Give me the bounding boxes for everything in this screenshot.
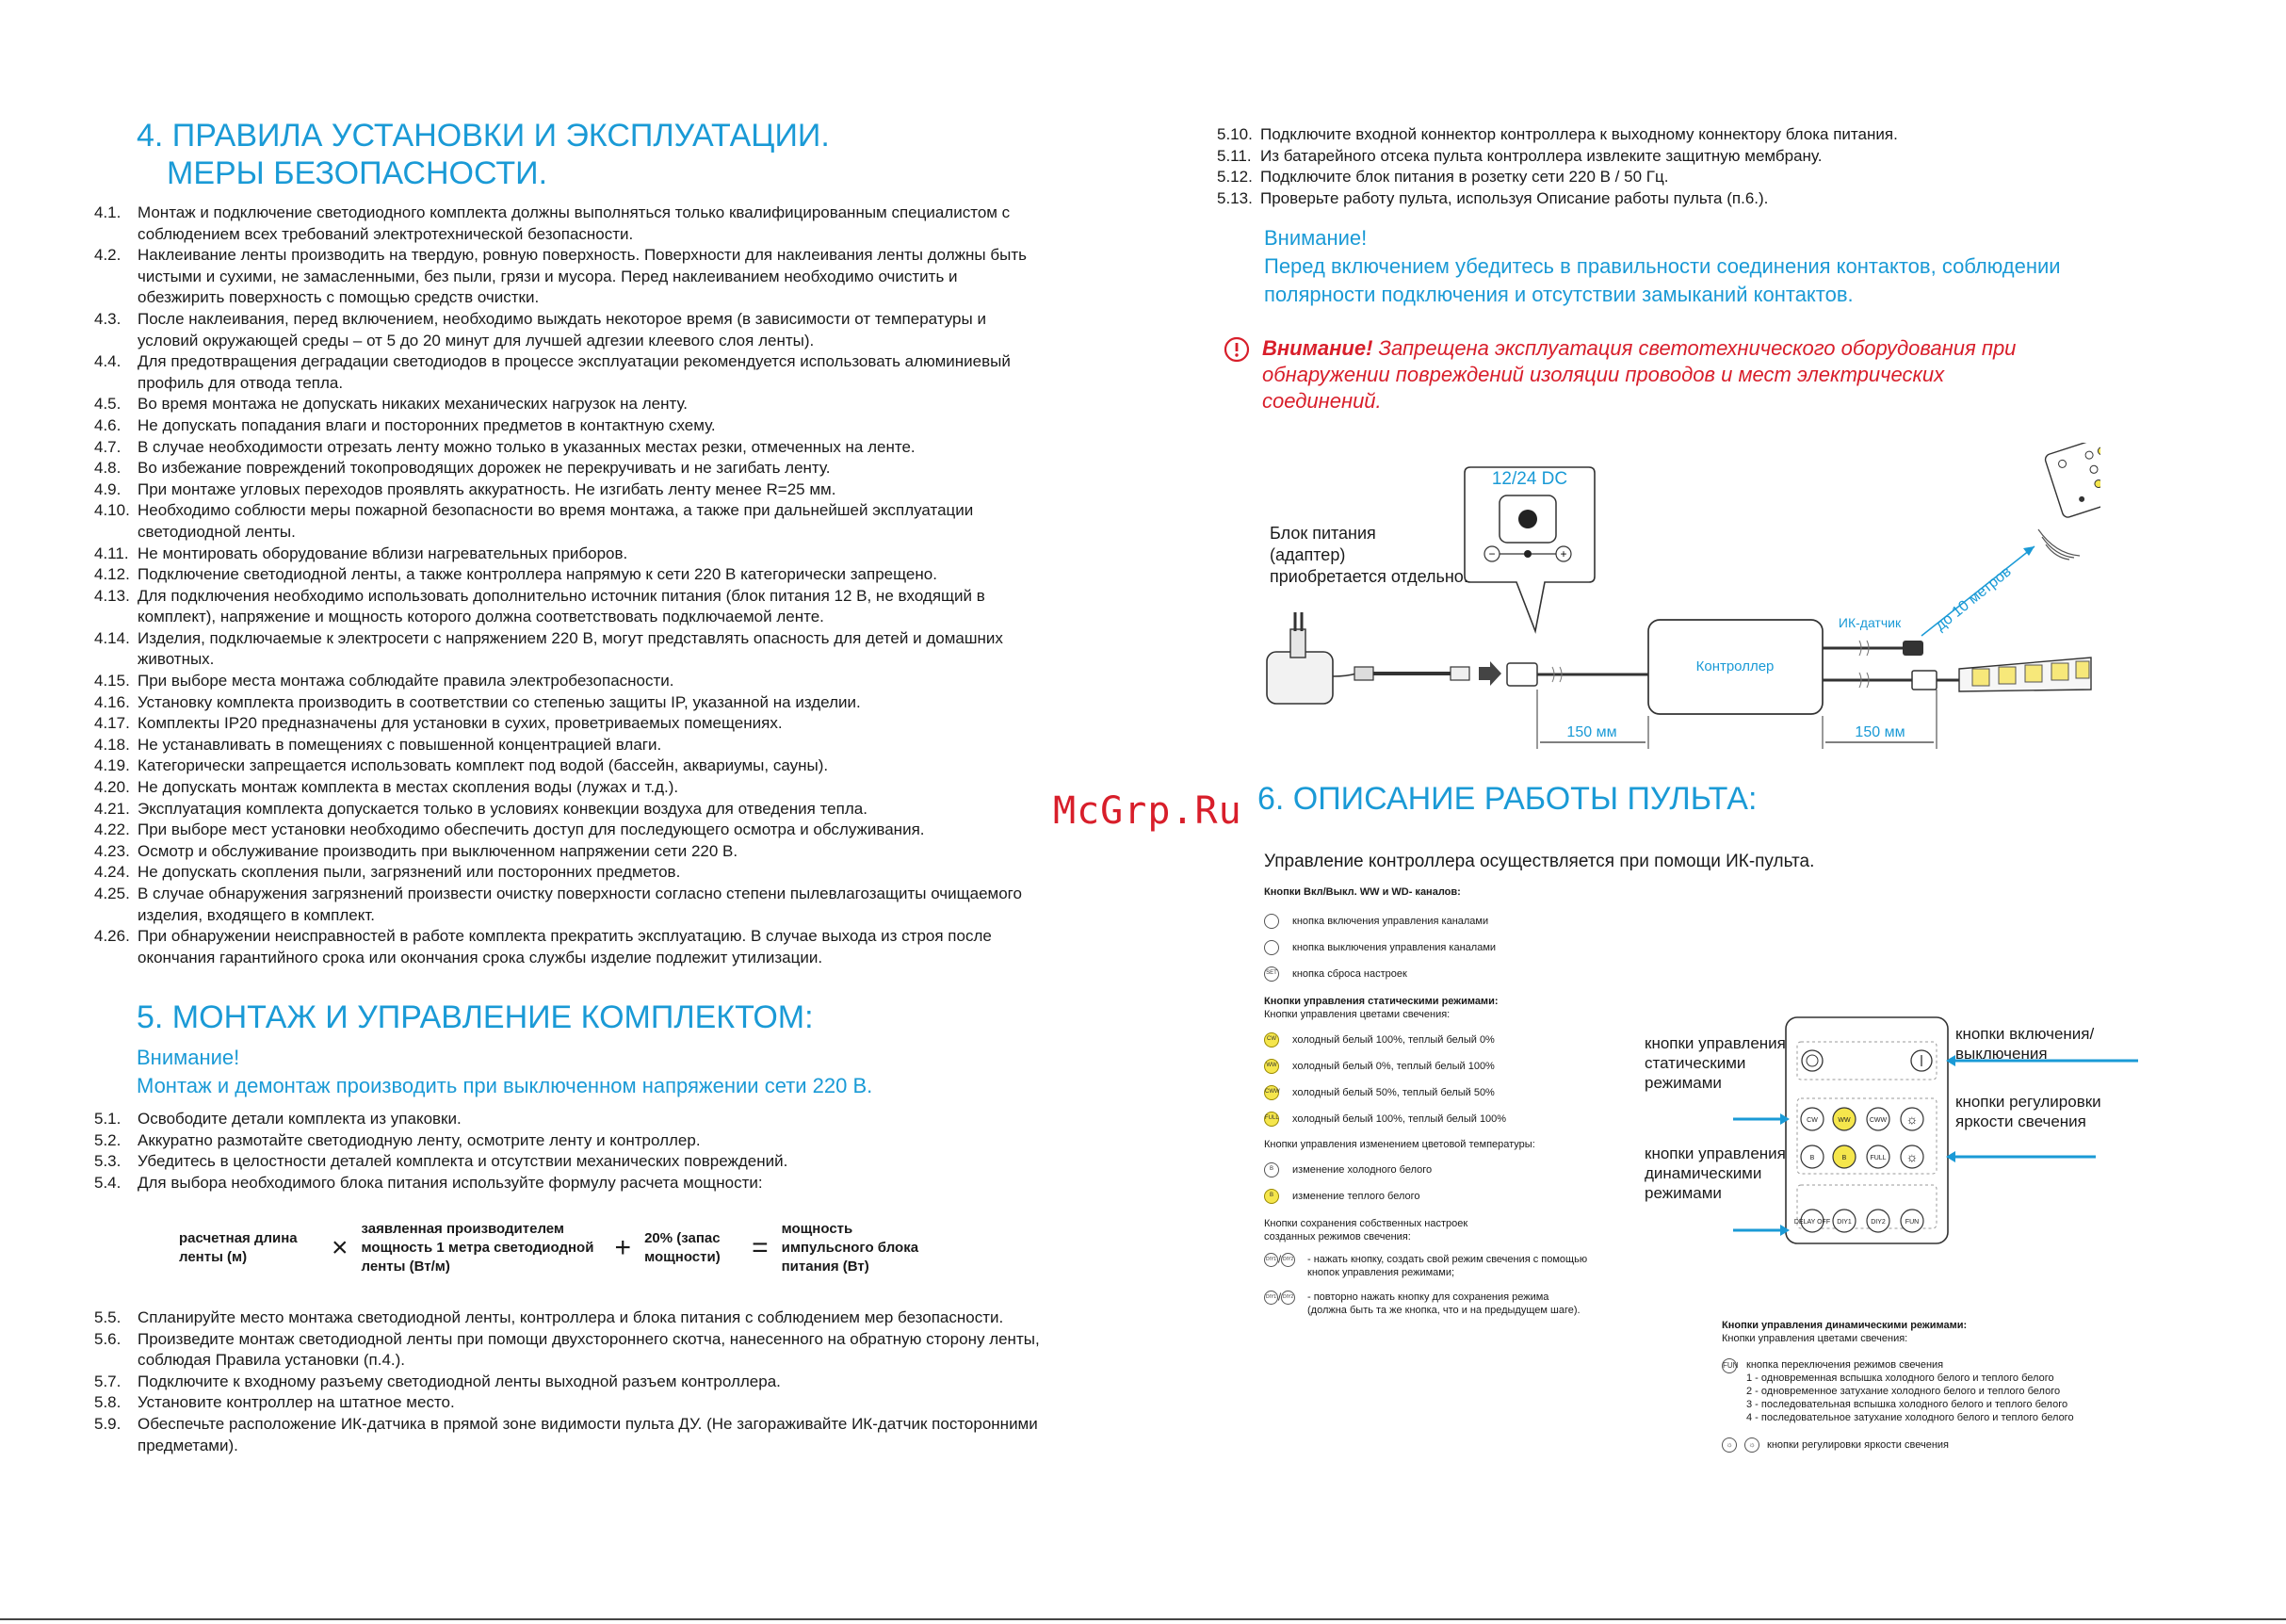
save-row (1264, 1291, 1660, 1317)
range-label: до 10 метров (1932, 563, 2015, 635)
temp-button-icon: B (1264, 1189, 1279, 1204)
static-text: холодный белый 100%, теплый белый 0% (1292, 1034, 1495, 1046)
onoff-heading: Кнопки Вкл/Выкл. WW и WD- каналов: (1264, 886, 1461, 898)
step-item-number: 5.13. (1217, 188, 1253, 207)
rule-item (94, 351, 1046, 394)
step-item (94, 1151, 1046, 1173)
onoff-row (1264, 961, 1660, 987)
rule-item-text: Не допускать монтаж комплекта в местах скопления воды (лужах и т.д.). (138, 778, 679, 797)
rule-item-number: 4.14. (94, 628, 130, 647)
temp-row (1264, 1157, 1660, 1183)
rule-item-text: Не монтировать оборудование вблизи нагревательных приборов. (138, 544, 628, 562)
formula-reserve: 20% (запас мощности) (644, 1230, 721, 1265)
ir-label: ИК-датчик (1838, 615, 1902, 630)
rule-item (94, 777, 1046, 799)
sun-icon: ☼ (1905, 1149, 1919, 1164)
rule-item (94, 586, 1046, 628)
temp-button-icon: B (1264, 1162, 1279, 1177)
remote-button-label: CW (1807, 1117, 1818, 1124)
static-row (1264, 1106, 1660, 1132)
danger-warning-body: Запрещена эксплуатация светотехнического оборудования при обнаружении повреждений изоляции проводов и мест электрических соединений. (1262, 336, 2017, 413)
rule-item (94, 628, 1046, 671)
remote-legend (1264, 885, 1660, 1328)
step-item (94, 1329, 1046, 1372)
step-item-number: 5.1. (94, 1110, 122, 1128)
diy-icon: DIY1 (1264, 1253, 1278, 1267)
rule-item-text: Для подключения необходимо использовать дополнительно источник питания (блок питания 12 В, не входящий в комплект), напряжение и мощность которого должна соответствовать подключаемой ленте. (138, 586, 985, 626)
rule-item (94, 735, 1046, 756)
step-item (94, 1372, 1046, 1393)
rule-item (94, 564, 1046, 586)
static-button-icon: CW (1264, 1032, 1279, 1047)
brightness-text: кнопки регулировки яркости свечения (1767, 1439, 1949, 1451)
dynamic-mode-item: 1 - одновременная вспышка холодного белого и теплого белого (1746, 1372, 2054, 1384)
ir-sensor (1903, 641, 1923, 656)
rule-item (94, 437, 1046, 459)
step-item-text: Подключите входной коннектор контроллера к выходному коннектору блока питания. (1260, 125, 1898, 143)
step-item-number: 5.3. (94, 1152, 122, 1171)
static-button-icon: WW (1264, 1059, 1279, 1074)
dynamic-mode-item: 3 - последовательная вспышка холодного белого и теплого белого (1746, 1399, 2068, 1410)
step-item-number: 5.8. (94, 1393, 122, 1412)
step-item (1217, 146, 2112, 168)
rule-item-text: Изделия, подключаемые к электросети с напряжением 220 В, могут представлять опасность для детей и домашних животных. (138, 628, 1003, 669)
rule-item (94, 671, 1046, 692)
section-5-list-a (94, 1109, 1046, 1194)
remote-button-label: FUN (1905, 1219, 1920, 1226)
onoff-text: кнопка выключения управления каналами (1292, 942, 1497, 953)
rule-item-number: 4.11. (94, 544, 129, 562)
rule-item (94, 245, 1046, 309)
rule-item-number: 4.16. (94, 692, 130, 711)
rule-item-text: Комплекты IP20 предназначены для установки в сухих, проветриваемых помещениях. (138, 714, 783, 733)
rule-item (94, 544, 1046, 565)
rule-item-number: 4.5. (94, 395, 122, 414)
static-row (1264, 1053, 1660, 1080)
attention-2 (1264, 224, 2074, 309)
temp-list (1264, 1157, 1660, 1210)
dynamic-mode-item: 2 - одновременное затухание холодного белого и теплого белого (1746, 1386, 2061, 1397)
step-item-text: Проверьте работу пульта, используя Описание работы пульта (п.6.). (1260, 188, 1769, 207)
static-button-icon: CWW (1264, 1085, 1279, 1100)
static-heading: Кнопки управления статическими режимами: (1264, 996, 1499, 1007)
temp-heading: Кнопки управления изменением цветовой температуры: (1264, 1139, 1535, 1150)
psu-label: Блок питания (адаптер) приобретается отдельно. (1270, 524, 1468, 586)
formula-result: мощность импульсного блока питания (Вт) (781, 1221, 919, 1275)
attention-text: Монтаж и демонтаж производить при выключенном напряжении сети 220 В. (137, 1074, 873, 1097)
minus-sign: − (1488, 547, 1496, 560)
rule-item-number: 4.7. (94, 437, 122, 456)
save-list (1264, 1253, 1660, 1317)
section-5-attention (137, 1044, 984, 1100)
rule-item-number: 4.3. (94, 309, 122, 328)
sun-icon: ☼ (1905, 1112, 1919, 1127)
dc-socket-hole (1518, 510, 1537, 528)
remote-button-label: DELAY OFF (1793, 1219, 1831, 1226)
step-item-text: Установите контроллер на штатное место. (138, 1393, 455, 1412)
rule-item-number: 4.20. (94, 778, 130, 797)
step-item-text: Спланируйте место монтажа светодиодной ленты, контроллера и блока питания с соблюдением мер безопасности. (138, 1308, 1004, 1326)
dynamic-mode-item: 4 - последовательное затухание холодного белого и теплого белого (1746, 1412, 2074, 1423)
danger-warning (1223, 335, 2070, 414)
danger-warning-bold: Внимание! (1262, 336, 1373, 360)
save-text: - нажать кнопку, создать свой режим свечения с помощью кнопок управления режимами; (1307, 1254, 1588, 1278)
step-item (94, 1307, 1046, 1329)
rule-item-text: Категорически запрещается использовать комплект под водой (бассейн, аквариумы, сауны). (138, 756, 829, 775)
rule-item-number: 4.12. (94, 565, 130, 584)
remote-button-label: DIY1 (1837, 1219, 1852, 1226)
bottom-rule (0, 1618, 2286, 1620)
section-6-intro: Управление контроллера осуществляется при помощи ИК-пульта. (1264, 852, 1815, 871)
rule-item-number: 4.10. (94, 501, 130, 520)
step-item-text: Освободите детали комплекта из упаковки. (138, 1110, 462, 1128)
rule-item (94, 394, 1046, 415)
rule-item-number: 4.21. (94, 799, 130, 818)
rule-item-number: 4.13. (94, 586, 130, 605)
step-item-number: 5.4. (94, 1173, 122, 1192)
remote-button-label: DIY2 (1871, 1219, 1886, 1226)
rule-item-text: В случае обнаружения загрязнений произвести очистку поверхности согласно степени пылевлагозащиты очищаемого изделия, входящего в комплект. (138, 885, 1022, 924)
onoff-button-icon (1264, 914, 1279, 929)
length-1-label: 150 мм (1566, 724, 1617, 740)
socket-callout-bubble (1465, 467, 1595, 631)
rule-item (94, 926, 1046, 968)
onoff-button-icon: SET (1264, 966, 1279, 982)
step-item-number: 5.10. (1217, 125, 1253, 143)
rule-item-text: Необходимо соблюсти меры пожарной безопасности во время монтажа, а также при дальнейшей эксплуатации светодиодной ленты. (138, 501, 974, 541)
rule-item-text: Во избежание повреждений токопроводящих дорожек не перекручивать и не загибать ленту. (138, 459, 831, 478)
step-item-text: Убедитесь в целостности деталей комплекта и отсутствии механических повреждений. (138, 1152, 788, 1171)
diy-icon: DIY2 (1281, 1253, 1295, 1267)
dynamic-legend (1722, 1319, 2146, 1453)
watermark: McGrp.Ru (1053, 789, 1242, 833)
rule-item-number: 4.4. (94, 352, 122, 371)
small-remote (2044, 443, 2100, 519)
rule-item-number: 4.22. (94, 820, 130, 839)
dynamic-heading: Кнопки управления динамическими режимами: (1722, 1320, 1968, 1331)
section-5-list-b (94, 1307, 1046, 1456)
callout-brightness: кнопки регулировки яркости свечения (1955, 1093, 2101, 1130)
section-4-title-line2: МЕРЫ БЕЗОПАСНОСТИ. (167, 155, 548, 191)
save-icons: DIY1 / DIY2 (1265, 1291, 1294, 1304)
step-item-text: Аккуратно размотайте светодиодную ленту, осмотрите ленту и контроллер. (138, 1130, 701, 1149)
rule-item-number: 4.18. (94, 735, 130, 754)
rule-item-number: 4.26. (94, 927, 130, 946)
save-icons: DIY1 / DIY2 (1265, 1254, 1294, 1266)
onoff-row (1264, 934, 1660, 961)
rule-item-text: Осмотр и обслуживание производить при выключенном напряжении сети 220 В. (138, 841, 738, 860)
rule-item (94, 799, 1046, 820)
rule-item-text: При монтаже угловых переходов проявлять аккуратность. Не изгибать ленту менее R=25 мм. (138, 479, 836, 498)
rule-item-number: 4.24. (94, 863, 130, 882)
exclamation-circle-icon (1223, 335, 1251, 364)
section-4-title (137, 117, 830, 192)
rule-item (94, 500, 1046, 543)
step-item-number: 5.2. (94, 1130, 122, 1149)
step-item-number: 5.5. (94, 1308, 122, 1326)
save-text: - повторно нажать кнопку для сохранения режима (должна быть та же кнопка, что и на предыдущем шаге). (1307, 1291, 1581, 1316)
rule-item (94, 203, 1046, 245)
step-item (94, 1173, 1046, 1194)
remote-button-label: WW (1838, 1117, 1851, 1124)
attention-2-text: Перед включением убедитесь в правильности соединения контактов, соблюдении полярности подключения и отсутствии замыканий контактов. (1264, 254, 2061, 306)
static-text: холодный белый 100%, теплый белый 100% (1292, 1113, 1507, 1125)
danger-warning-text (1262, 335, 2053, 414)
dc-label: 12/24 DC (1491, 469, 1568, 489)
rule-item (94, 479, 1046, 501)
step-item-text: Подключите к входному разъему светодиодной ленты выходной разъем контроллера. (138, 1372, 781, 1390)
rule-item-text: При выборе места монтажа соблюдайте правила электробезопасности. (138, 672, 674, 690)
formula-times: × (332, 1232, 349, 1263)
callout-dynamic: кнопки управления динамическими режимами (1645, 1145, 1786, 1202)
rule-item-number: 4.6. (94, 415, 122, 434)
rule-item-number: 4.15. (94, 672, 130, 690)
rule-item (94, 458, 1046, 479)
power-formula (179, 1220, 989, 1276)
step-item-number: 5.7. (94, 1372, 122, 1390)
dynamic-list (1746, 1358, 2074, 1424)
onoff-text: кнопка включения управления каналами (1292, 916, 1489, 927)
led-strip (1959, 658, 2091, 691)
static-text: холодный белый 50%, теплый белый 50% (1292, 1087, 1495, 1098)
rule-item (94, 713, 1046, 735)
section-5-title: 5. МОНТАЖ И УПРАВЛЕНИЕ КОМПЛЕКТОМ: (137, 999, 814, 1035)
step-item-text: Произведите монтаж светодиодной ленты при помощи двухстороннего скотча, нанесенного на обратную сторону ленты, соблюдая Правила установки (п.4.). (138, 1329, 1040, 1370)
onoff-text: кнопка сброса настроек (1292, 968, 1407, 980)
onoff-list (1264, 908, 1660, 987)
dynamic-mode-item: кнопка переключения режимов свечения (1746, 1359, 1944, 1371)
step-item (94, 1392, 1046, 1414)
diy-icon: DIY2 (1281, 1291, 1295, 1305)
static-row (1264, 1080, 1660, 1106)
diy-icon: DIY1 (1264, 1291, 1278, 1305)
connection-diagram (1253, 443, 2100, 763)
formula-power-per-meter: заявленная производителем мощность 1 метра светодиодной ленты (Вт/м) (361, 1221, 594, 1275)
formula-equals: = (752, 1232, 769, 1263)
controller-input-connector (1507, 663, 1537, 686)
step-item-number: 5.9. (94, 1414, 122, 1433)
static-text: холодный белый 0%, теплый белый 100% (1292, 1061, 1495, 1072)
rule-item-text: При выборе мест установки необходимо обеспечить доступ для последующего осмотра и обслуживания. (138, 820, 925, 839)
step-item (1217, 167, 2112, 188)
rule-item (94, 692, 1046, 714)
section-4-list (94, 203, 1046, 968)
temp-text: изменение теплого белого (1292, 1191, 1420, 1202)
rule-item-text: В случае необходимости отрезать ленту можно только в указанных местах резки, отмеченных на ленте. (138, 437, 916, 456)
rule-item (94, 820, 1046, 841)
connect-arrow-icon (1479, 661, 1501, 686)
step-item (1217, 188, 2112, 210)
step-item (94, 1109, 1046, 1130)
rule-item (94, 862, 1046, 884)
dynamic-subheading: Кнопки управления цветами свечения: (1722, 1333, 1908, 1344)
rule-item (94, 884, 1046, 926)
rule-item-text: После наклеивания, перед включением, необходимо выждать некоторое время (в зависимости от температуры и условий окружающей среды – от 5 до 20 минут для лучшей адгезии клеевого слоя ленты). (138, 309, 986, 349)
section-5-list-c (1217, 124, 2112, 209)
step-item-text: Из батарейного отсека пульта контроллера извлеките защитную мембрану. (1260, 146, 1823, 165)
big-remote-diagram (1639, 1015, 2148, 1251)
step-item (94, 1130, 1046, 1152)
rule-item (94, 841, 1046, 863)
attention-2-label: Внимание! (1264, 226, 1368, 250)
rule-item-text: Не устанавливать в помещениях с повышенной концентрацией влаги. (138, 735, 662, 754)
rule-item-number: 4.25. (94, 885, 130, 902)
step-item (1217, 124, 2112, 146)
brightness-legend (1722, 1437, 2146, 1453)
plus-sign: + (1560, 547, 1567, 560)
rule-item-text: Наклеивание ленты производить на твердую, ровную поверхность. Поверхности для наклеивания ленты должны быть чистыми и сухими, не замасленными, без пыли, грязи и мусора. Перед наклеиванием необходимо очистить и обезжирить поверхность с помощью средств очистки. (138, 246, 1027, 307)
attention-label: Внимание! (137, 1046, 240, 1069)
step-item-text: Для выбора необходимого блока питания используйте формулу расчета мощности: (138, 1173, 763, 1192)
step-item-text: Обеспечьте расположение ИК-датчика в прямой зоне видимости пульта ДУ. (Не загораживайте ИК-датчик посторонними предметами). (138, 1414, 1038, 1454)
formula-plus: + (614, 1232, 632, 1263)
temp-row (1264, 1183, 1660, 1210)
rule-item-text: Установку комплекта производить в соответствии со степенью защиты IP, указанной на изделии. (138, 692, 861, 711)
static-list (1264, 1027, 1660, 1132)
rule-item (94, 415, 1046, 437)
rule-item-number: 4.1. (94, 203, 122, 221)
section-4-title-line1: 4. ПРАВИЛА УСТАНОВКИ И ЭКСПЛУАТАЦИИ. (137, 118, 830, 154)
rule-item (94, 309, 1046, 351)
brightness-down-icon: ☼ (1744, 1437, 1759, 1453)
rule-item-text: Не допускать попадания влаги и посторонних предметов в контактную схему. (138, 415, 716, 434)
remote-button-label: B (1841, 1155, 1847, 1161)
onoff-row (1264, 908, 1660, 934)
rule-item (94, 755, 1046, 777)
rule-item-text: Монтаж и подключение светодиодного комплекта должны выполняться только квалифицированным специалистом с соблюдением всех требований электротехнической безопасности. (138, 203, 1011, 243)
rule-item-text: Во время монтажа не допускать никаких механических нагрузок на ленту. (138, 395, 688, 414)
onoff-button-icon (1264, 940, 1279, 955)
step-item-number: 5.6. (94, 1329, 122, 1348)
rule-item-text: Эксплуатация комплекта допускается только в условиях конвекции воздуха для отведения тепла. (138, 799, 867, 818)
static-subheading: Кнопки управления цветами свечения: (1264, 1009, 1451, 1020)
remote-button-label: FULL (1870, 1155, 1887, 1161)
step-item-number: 5.11. (1217, 146, 1252, 165)
controller-label: Контроллер (1695, 658, 1775, 674)
save-row (1264, 1253, 1660, 1279)
save-heading: Кнопки сохранения собственных настроек созданных режимов свечения: (1264, 1218, 1468, 1242)
formula-length: расчетная длина ленты (м) (179, 1230, 298, 1265)
brightness-up-icon: ☼ (1722, 1437, 1737, 1453)
rule-item-text: Для предотвращения деградации светодиодов в процессе эксплуатации рекомендуется использовать алюминиевый профиль для отвода тепла. (138, 352, 1011, 392)
fun-icon: FUN (1722, 1358, 1737, 1373)
static-row (1264, 1027, 1660, 1053)
rule-item-number: 4.23. (94, 841, 130, 860)
rule-item-number: 4.9. (94, 479, 122, 498)
callout-static: кнопки управления статическими режимами (1645, 1034, 1786, 1092)
section-6-title: 6. ОПИСАНИЕ РАБОТЫ ПУЛЬТА: (1257, 781, 1758, 817)
rule-item-number: 4.17. (94, 714, 130, 733)
length-2-label: 150 мм (1855, 724, 1905, 740)
rule-item-number: 4.2. (94, 246, 122, 265)
remote-on-button (1802, 1050, 1823, 1071)
rule-item-text: При обнаружении неисправностей в работе комплекта прекратить эксплуатацию. В случае выхода из строя после окончания гарантийного срока или окончания срока службы изделие подлежит утилизации. (138, 927, 992, 966)
step-item (94, 1414, 1046, 1456)
rule-item-text: Не допускать скопления пыли, загрязнений или посторонних предметов. (138, 863, 681, 882)
remote-button-label: B (1809, 1155, 1815, 1161)
static-button-icon: FULL (1264, 1112, 1279, 1127)
temp-text: изменение холодного белого (1292, 1164, 1433, 1176)
step-item-number: 5.12. (1217, 168, 1253, 187)
callout-onoff: кнопки включения/выключения (1955, 1025, 2095, 1063)
power-adapter (1267, 612, 1469, 704)
rule-item-number: 4.19. (94, 756, 130, 775)
remote-button-label: CWW (1869, 1117, 1888, 1124)
rule-item-text: Подключение светодиодной ленты, а также контроллера напрямую к сети 220 В категорически запрещено. (138, 565, 937, 584)
step-item-text: Подключите блок питания в розетку сети 220 В / 50 Гц. (1260, 168, 1669, 187)
rule-item-number: 4.8. (94, 459, 122, 478)
